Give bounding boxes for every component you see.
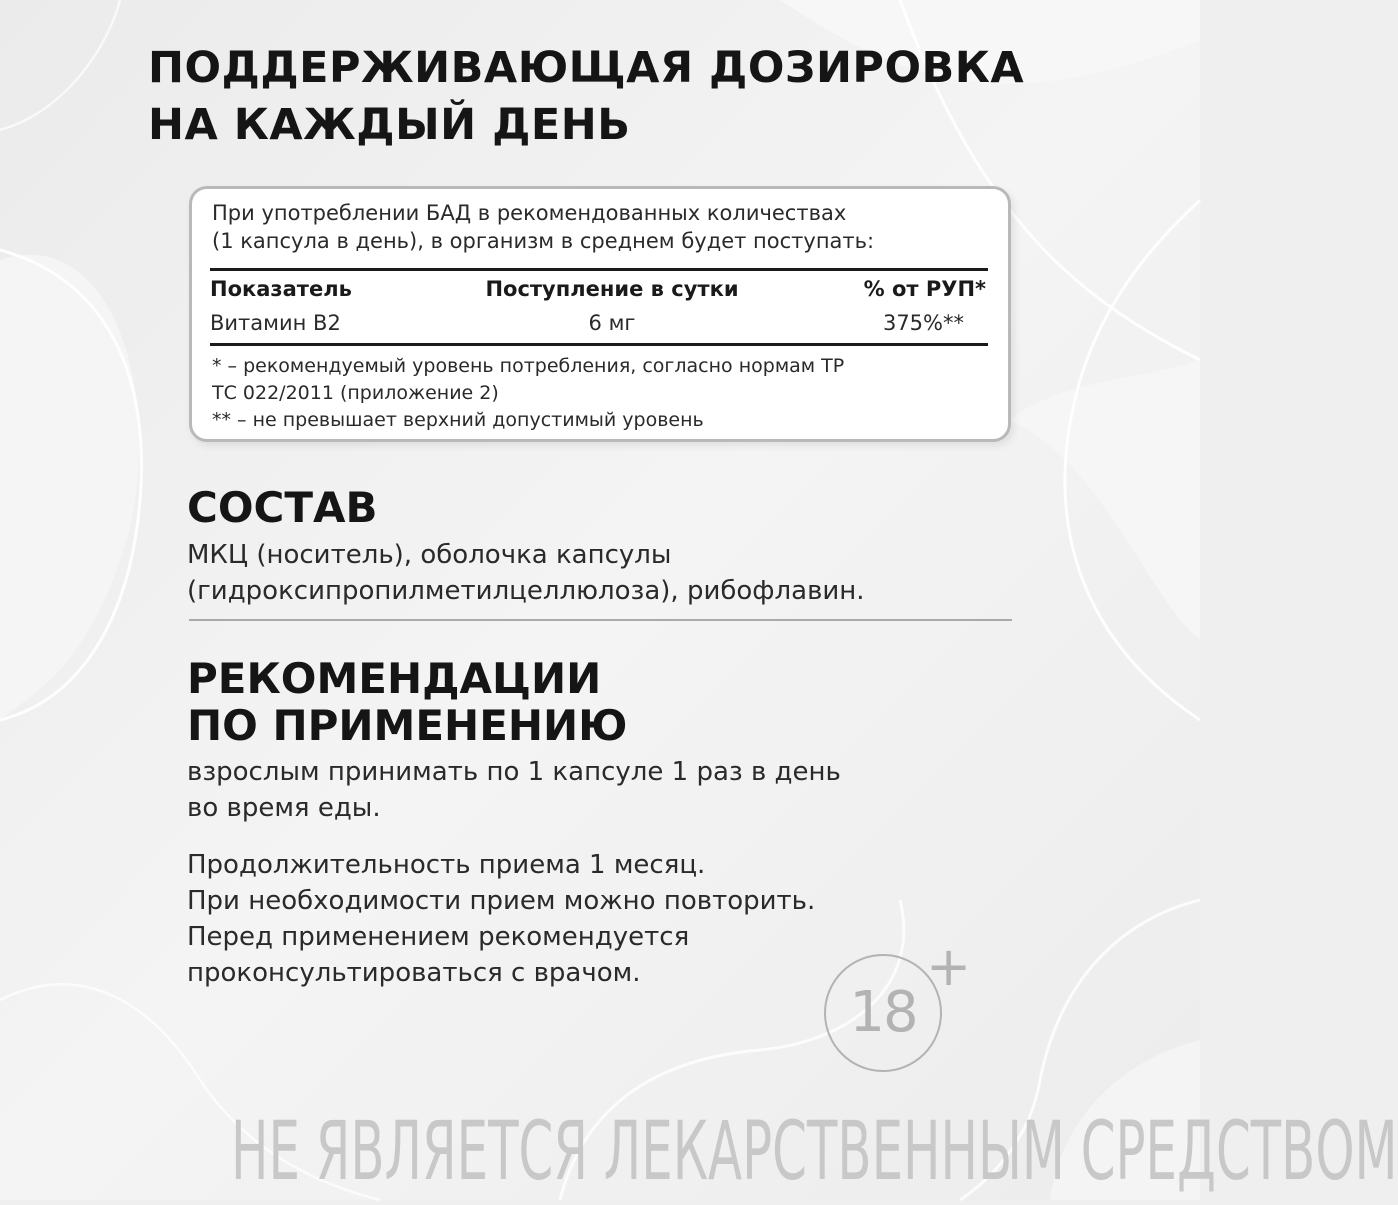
table-cell-nutrient: Витамин В2 (210, 311, 341, 335)
recommendations-heading (187, 655, 628, 749)
title-line-1: ПОДДЕРЖИВАЮЩАЯ ДОЗИРОВКА (148, 43, 1025, 93)
age-number: 18 (849, 980, 917, 1045)
age-plus-sign: + (926, 935, 972, 998)
composition-line-1: МКЦ (носитель), оболочка капсулы (187, 540, 672, 570)
table-header-indicator: Показатель (210, 277, 352, 301)
table-bottom-rule (210, 343, 988, 346)
section-divider (189, 619, 1012, 621)
footnote-1-line-2: ТС 022/2011 (приложение 2) (212, 382, 499, 404)
dosage-text (187, 754, 1087, 826)
composition-text (187, 537, 1087, 609)
composition-heading-text: СОСТАВ (187, 483, 378, 532)
footnote-2: ** – не превышает верхний допустимый уровень (212, 409, 704, 431)
page-title (148, 40, 1148, 154)
table-cell-amount: 6 мг (588, 311, 636, 335)
table-cell-percent: 375%** (882, 311, 964, 335)
dosage-line-1: взрослым принимать по 1 капсуле 1 раз в день (187, 757, 841, 787)
recommendations-heading-line-2: ПО ПРИМЕНЕНИЮ (187, 701, 628, 750)
duration-line-3: Перед применением рекомендуется (187, 922, 690, 952)
table-header-percent-rup: % от РУП* (863, 277, 986, 301)
table-intro-line-1: При употреблении БАД в рекомендованных количествах (212, 201, 847, 225)
duration-line-1: Продолжительность приема 1 месяц. (187, 850, 706, 880)
table-intro (212, 199, 1002, 255)
nutrient-table-card (189, 186, 1011, 442)
footnote-1-line-1: * – рекомендуемый уровень потребления, согласно нормам ТР (212, 355, 845, 377)
table-header-daily-intake: Поступление в сутки (485, 277, 739, 301)
dosage-line-2: во время еды. (187, 793, 381, 823)
composition-heading (187, 484, 378, 531)
not-a-medicine-disclaimer: НЕ ЯВЛЯЕТСЯ ЛЕКАРСТВЕННЫМ СРЕДСТВОМ (231, 1105, 1398, 1199)
composition-line-2: (гидроксипропилметилцеллюлоза), рибофлавин. (187, 576, 865, 606)
duration-line-4: проконсультироваться с врачом. (187, 958, 641, 988)
table-intro-line-2: (1 капсула в день), в организм в среднем будет поступать: (212, 229, 875, 253)
table-top-rule (210, 268, 988, 271)
title-line-2: НА КАЖДЫЙ ДЕНЬ (148, 100, 631, 150)
age-restriction-badge (822, 935, 972, 1080)
recommendations-heading-line-1: РЕКОМЕНДАЦИИ (187, 654, 602, 703)
table-footnotes (212, 353, 1002, 434)
duration-line-2: При необходимости прием можно повторить. (187, 886, 816, 916)
